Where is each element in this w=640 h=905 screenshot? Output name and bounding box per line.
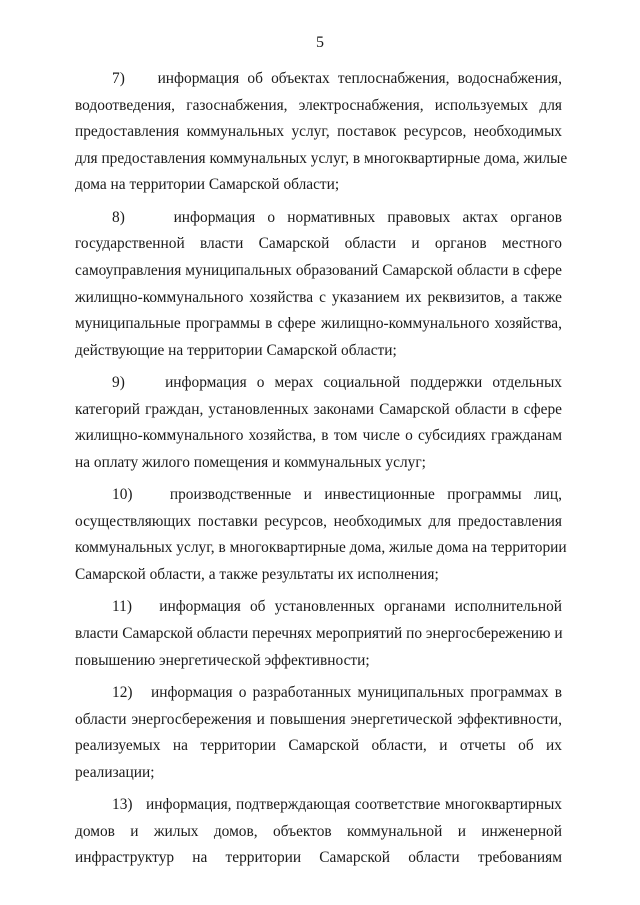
text-line: 12) информация о разработанных муниципальных программах в (112, 684, 562, 702)
text-line: для предоставления коммунальных услуг, в многоквартирные дома, жилые (75, 149, 568, 167)
list-item-10 (75, 482, 567, 588)
text-line: 8) информация о нормативных правовых актах органов (112, 208, 562, 226)
text-line: дома на территории Самарской области; (75, 176, 340, 194)
text-line: Самарской области, а также результаты их исполнения; (75, 566, 439, 584)
list-item-13 (75, 792, 562, 872)
text-line: 11) информация об установленных органами исполнительной (112, 598, 562, 616)
list-item-8 (75, 205, 562, 365)
text-line: категорий граждан, установленных законами Самарской области в сфере (75, 400, 562, 418)
text-line: 9) информация о мерах социальной поддержки отдельных (112, 374, 562, 392)
text-line: области энергосбережения и повышения энергетической эффективности, (75, 710, 562, 728)
text-line: коммунальных услуг, в многоквартирные дома, жилые дома на территории (75, 539, 567, 557)
text-line: инфраструктур на территории Самарской области требованиям (75, 849, 562, 867)
document-body (75, 66, 568, 878)
page-number: 5 (316, 34, 324, 51)
text-line: предоставления коммунальных услуг, поставок ресурсов, необходимых (75, 123, 562, 141)
text-line: осуществляющих поставки ресурсов, необходимых для предоставления (75, 512, 562, 530)
text-line: 7) информация об объектах теплоснабжения, водоснабжения, (112, 70, 562, 87)
list-item-9 (75, 370, 562, 476)
text-line: реализации; (75, 763, 155, 781)
text-line: жилищно-коммунального хозяйства, в том числе о субсидиях гражданам (75, 427, 562, 445)
text-line: повышению энергетической эффективности; (75, 651, 370, 669)
text-line: 10) производственные и инвестиционные программы лиц, (112, 486, 562, 504)
text-line: самоуправления муниципальных образований Самарской области в сфере (75, 261, 562, 279)
text-line: водоотведения, газоснабжения, электроснабжения, используемых для (75, 96, 562, 114)
text-line: действующие на территории Самарской области; (75, 341, 397, 359)
text-line: муниципальные программы в сфере жилищно-коммунального хозяйства, (75, 315, 562, 333)
text-line: на оплату жилого помещения и коммунальных услуг; (75, 453, 426, 471)
list-item-12 (75, 680, 562, 786)
text-line: власти Самарской области перечнях мероприятий по энергосбережению и (75, 625, 563, 643)
text-line: жилищно-коммунального хозяйства с указанием их реквизитов, а также (75, 288, 562, 306)
text-line: реализуемых на территории Самарской области, и отчеты об их (75, 737, 562, 755)
text-line: государственной власти Самарской области и органов местного (75, 235, 562, 253)
text-line: 13) информация, подтверждающая соответствие многоквартирных (112, 796, 562, 814)
list-item-7 (75, 66, 568, 199)
list-item-11 (75, 594, 562, 674)
text-line: домов и жилых домов, объектов коммунальной и инженерной (75, 822, 562, 840)
